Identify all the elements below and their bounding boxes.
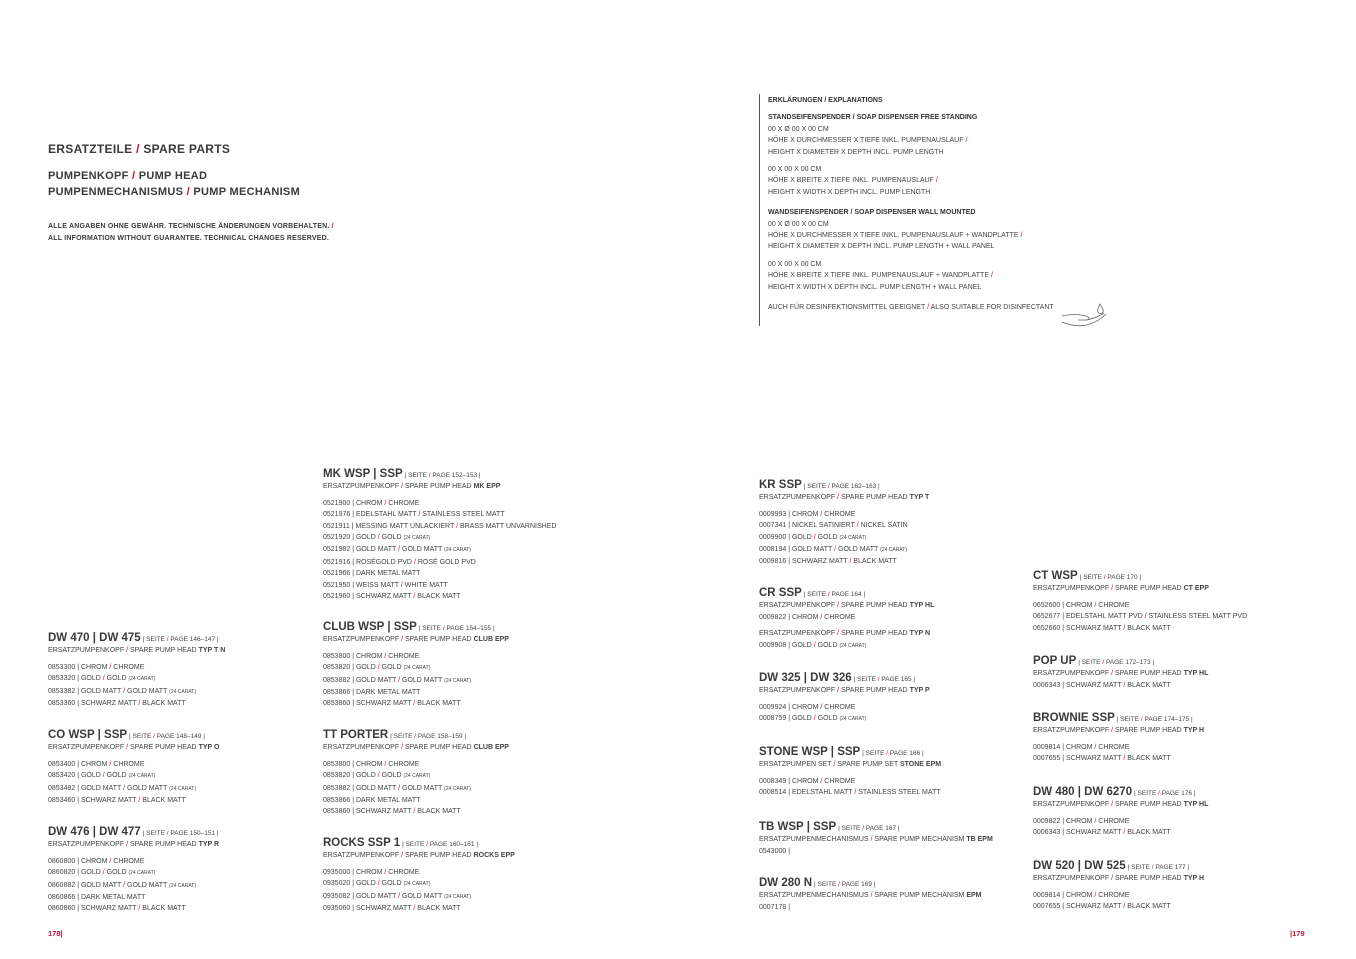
list-item: 0860800 | CHROM / CHROME	[48, 857, 145, 865]
list-item: 0521920 | GOLD / GOLD (24 CARAT)	[323, 534, 431, 542]
product-name: KR SSP	[759, 479, 802, 491]
product-name: POP UP	[1033, 655, 1077, 667]
product-dw476: DW 476 | DW 477 | SEITE / PAGE 150–151 | ERSATZPUMPENKOPF / SPARE PUMP HEAD TYP R 0860800 | CHROM / CHROME 0860820 | GOLD / GOLD (24 CARAT) 0860882 | GOLD MATT / GOLD MATT (24 CARAT) 0860866 | DARK METAL MATT 0860860 | SCHWARZ MATT / BLACK MATT	[48, 825, 219, 915]
list-item: 0521960 | SCHWARZ MATT / BLACK MATT	[323, 593, 461, 601]
list-item: 0853320 | GOLD / GOLD (24 CARAT)	[48, 675, 156, 683]
page-number-left: 178|	[48, 929, 63, 938]
list-item: 0860882 | GOLD MATT / GOLD MATT (24 CARAT)	[48, 881, 197, 889]
page-number-right: |179	[1290, 929, 1305, 938]
hand-drop-icon	[1060, 300, 1110, 337]
product-name: ROCKS SSP 1	[323, 837, 401, 849]
subtitle-pump-head: PUMPENKOPF / PUMP HEAD	[48, 170, 208, 182]
list-item: 0006343 | SCHWARZ MATT / BLACK MATT	[1033, 681, 1171, 689]
product-cr-ssp: CR SSP | SEITE / PAGE 164 | ERSATZPUMPENKOPF / SPARE PUMP HEAD TYP HL 0009822 | CHROM / CHROME ERSATZPUMPENKOPF / SPARE PUMP HEAD TYP N 0009908 | GOLD / GOLD (24 CARAT)	[759, 586, 934, 652]
product-name: DW 325 | DW 326	[759, 672, 852, 684]
product-co-wsp: CO WSP | SSP | SEITE / PAGE 148–149 | ERSATZPUMPENKOPF / SPARE PUMP HEAD TYP O 0853400 | CHROM / CHROME 0853420 | GOLD / GOLD (24 CARAT) 0853482 | GOLD MATT / GOLD MATT (24 CARAT) 0853460 | SCHWARZ MATT / BLACK MATT	[48, 728, 219, 806]
product-name: TT PORTER	[323, 729, 389, 741]
list-item: 0652600 | CHROM / CHROME	[1033, 601, 1130, 609]
product-name: BROWNIE SSP	[1033, 712, 1115, 724]
list-item: 0007178 |	[759, 903, 791, 911]
list-item: 0853820 | GOLD / GOLD (24 CARAT)	[323, 664, 431, 672]
list-item: 0652677 | EDELSTAHL MATT PVD / STAINLESS STEEL MATT PVD	[1033, 613, 1248, 621]
list-item: 0853820 | GOLD / GOLD (24 CARAT)	[323, 772, 431, 780]
list-item: 0853420 | GOLD / GOLD (24 CARAT)	[48, 772, 156, 780]
disinfectant-note: AUCH FÜR DESINFEKTIONSMITTEL GEEIGNET / ALSO SUITABLE FOR DISINFECTANT	[768, 304, 1054, 312]
product-name: DW 280 N	[759, 877, 813, 889]
product-dw470: DW 470 | DW 475 | SEITE / PAGE 146–147 | ERSATZPUMPENKOPF / SPARE PUMP HEAD TYP T N 0853300 | CHROM / CHROME 0853320 | GOLD / GOLD (24 CARAT) 0853382 | GOLD MATT / GOLD MATT (24 CARAT) 0853360 | SCHWARZ MATT / BLACK MATT	[48, 631, 225, 709]
product-name: STONE WSP | SSP	[759, 746, 861, 758]
list-item: 0935060 | SCHWARZ MATT / BLACK MATT	[323, 905, 461, 913]
list-item: 0853482 | GOLD MATT / GOLD MATT (24 CARAT)	[48, 784, 197, 792]
list-item: 0853400 | CHROM / CHROME	[48, 760, 145, 768]
page-title: ERSATZTEILE / SPARE PARTS	[48, 142, 231, 156]
list-item: 0009900 | GOLD / GOLD (24 CARAT)	[759, 533, 867, 541]
product-name: CO WSP | SSP	[48, 729, 128, 741]
list-item: 0860866 | DARK METAL MATT	[48, 894, 146, 902]
list-item: 0860860 | SCHWARZ MATT / BLACK MATT	[48, 905, 186, 913]
list-item: 0853360 | SCHWARZ MATT / BLACK MATT	[48, 700, 186, 708]
list-item: 0521950 | WEISS MATT / WHITE MATT	[323, 581, 448, 589]
list-item: 0652660 | SCHWARZ MATT / BLACK MATT	[1033, 624, 1171, 632]
list-item: 0521982 | GOLD MATT / GOLD MATT (24 CARAT)	[323, 546, 472, 554]
product-club-wsp: CLUB WSP | SSP | SEITE / PAGE 154–155 | ERSATZPUMPENKOPF / SPARE PUMP HEAD CLUB EPP 0853800 | CHROM / CHROME 0853820 | GOLD / GOLD (24 CARAT) 0853882 | GOLD MATT / GOLD MATT (24 CARAT) 0853866 | DARK METAL MATT 0853860 | SCHWARZ MATT / BLACK MATT	[323, 620, 509, 710]
list-item: 0007341 | NICKEL SATINIERT / NICKEL SATIN	[759, 522, 908, 530]
list-item: 0521911 | MESSING MATT UNLACKIERT / BRASS MATT UNVARNISHED	[323, 522, 557, 530]
list-item: 0521916 | ROSÉGOLD PVD / ROSÉ GOLD PVD	[323, 558, 476, 566]
list-item: 0009814 | CHROM / CHROME	[1033, 743, 1130, 751]
product-stone: STONE WSP | SSP | SEITE / PAGE 166 | ERSATZPUMPEN SET / SPARE PUMP SET STONE EPM 0008349 | CHROM / CHROME 0008514 | EDELSTAHL MATT / STAINLESS STEEL MATT	[759, 745, 941, 799]
list-item: 0009993 | CHROM / CHROME	[759, 510, 856, 518]
product-name: CT WSP	[1033, 570, 1078, 582]
list-item: 0521976 | EDELSTAHL MATT / STAINLESS STEEL MATT	[323, 511, 505, 519]
list-item: 0853866 | DARK METAL MATT	[323, 797, 421, 805]
list-item: 0008349 | CHROM / CHROME	[759, 777, 856, 785]
list-item: 0860820 | GOLD / GOLD (24 CARAT)	[48, 869, 156, 877]
product-ct-wsp: CT WSP | SEITE / PAGE 170 | ERSATZPUMPENKOPF / SPARE PUMP HEAD CT EPP 0652600 | CHROM / CHROME 0652677 | EDELSTAHL MATT PVD / STAINLESS STEEL MATT PVD 0652660 | SCHWARZ MATT / BLACK MATT	[1033, 569, 1247, 634]
product-name: DW 480 | DW 6270	[1033, 786, 1133, 798]
explanations-title: ERKLÄRUNGEN / EXPLANATIONS	[768, 97, 883, 104]
list-item: 0853382 | GOLD MATT / GOLD MATT (24 CARAT)	[48, 687, 197, 695]
list-item: 0935000 | CHROM / CHROME	[323, 868, 420, 876]
list-item: 0008514 | EDELSTAHL MATT / STAINLESS STEEL MATT	[759, 789, 941, 797]
product-dw480: DW 480 | DW 6270 | SEITE / PAGE 176 | ERSATZPUMPENKOPF / SPARE PUMP HEAD TYP HL 0009822 | CHROM / CHROME 0006343 | SCHWARZ MATT / BLACK MATT	[1033, 785, 1208, 839]
product-name: CR SSP	[759, 587, 802, 599]
list-item: 0853300 | CHROM / CHROME	[48, 663, 145, 671]
list-item: 0853800 | CHROM / CHROME	[323, 760, 420, 768]
product-name: MK WSP | SSP	[323, 468, 403, 480]
subtitle-pump-mechanism: PUMPENMECHANISMUS / PUMP MECHANISM	[48, 186, 301, 198]
explanations-divider	[759, 94, 760, 326]
product-kr-ssp: KR SSP | SEITE / PAGE 162–163 | ERSATZPUMPENKOPF / SPARE PUMP HEAD TYP T 0009993 | CHROM / CHROME 0007341 | NICKEL SATINIERT / NICKEL SATIN 0009900 | GOLD / GOLD (24 CARAT) 0008194 | GOLD MATT / GOLD MATT (24 CARAT) 0009816 | SCHWARZ MATT / BLACK MATT	[759, 478, 929, 568]
list-item: 0853860 | SCHWARZ MATT / BLACK MATT	[323, 808, 461, 816]
product-tb-wsp: TB WSP | SSP | SEITE / PAGE 167 | ERSATZPUMPENMECHANISMUS / SPARE PUMP MECHANISM TB EPM 0543000 |	[759, 820, 993, 857]
disclaimer: ALLE ANGABEN OHNE GEWÄHR. TECHNISCHE ÄNDERUNGEN VORBEHALTEN. / ALL INFORMATION WITHOUT GUARANTEE. TECHNICAL CHANGES RESERVED.	[48, 223, 334, 242]
list-item: 0009814 | CHROM / CHROME	[1033, 891, 1130, 899]
product-name: TB WSP | SSP	[759, 821, 837, 833]
product-tt-porter: TT PORTER | SEITE / PAGE 158–159 | ERSATZPUMPENKOPF / SPARE PUMP HEAD CLUB EPP 0853800 | CHROM / CHROME 0853820 | GOLD / GOLD (24 CARAT) 0853882 | GOLD MATT / GOLD MATT (24 CARAT) 0853866 | DARK METAL MATT 0853860 | SCHWARZ MATT / BLACK MATT	[323, 728, 509, 818]
product-dw520: DW 520 | DW 525 | SEITE / PAGE 177 | ERSATZPUMPENKOPF / SPARE PUMP HEAD TYP H 0009814 | CHROM / CHROME 0007655 | SCHWARZ MATT / BLACK MATT	[1033, 859, 1204, 913]
list-item: 0521966 | DARK METAL MATT	[323, 570, 421, 578]
list-item: 0007655 | SCHWARZ MATT / BLACK MATT	[1033, 755, 1171, 763]
list-item: 0853860 | SCHWARZ MATT / BLACK MATT	[323, 700, 461, 708]
list-item: 0008759 | GOLD / GOLD (24 CARAT)	[759, 715, 867, 723]
list-item: 0853882 | GOLD MATT / GOLD MATT (24 CARAT)	[323, 784, 472, 792]
product-dw280: DW 280 N | SEITE / PAGE 169 | ERSATZPUMPENMECHANISMUS / SPARE PUMP MECHANISM EPM 0007178 |	[759, 876, 982, 913]
product-dw325: DW 325 | DW 326 | SEITE / PAGE 165 | ERSATZPUMPENKOPF / SPARE PUMP HEAD TYP P 0009924 | CHROM / CHROME 0008759 | GOLD / GOLD (24 CARAT)	[759, 671, 930, 726]
product-mk-wsp: MK WSP | SSP | SEITE / PAGE 152–153 | ERSATZPUMPENKOPF / SPARE PUMP HEAD MK EPP 0521900 | CHROM / CHROME 0521976 | EDELSTAHL MATT / STAINLESS STEEL MATT 0521911 | MESSING MATT UNLACKIERT / BRASS MATT UNVARNISHED 0521920 | GOLD / GOLD (24 CARAT) 0521982 | GOLD MATT / GOLD MATT (24 CARAT) 0521916 | ROSÉGOLD PVD / ROSÉ GOLD PVD 0521966 | DARK METAL MATT 0521950 | WEISS MATT / WHITE MATT 0521960 | SCHWARZ MATT / BLACK MATT	[323, 467, 556, 602]
list-item: 0935082 | GOLD MATT / GOLD MATT (24 CARAT)	[323, 892, 472, 900]
product-rocks: ROCKS SSP 1 | SEITE / PAGE 160–161 | ERSATZPUMPENKOPF / SPARE PUMP HEAD ROCKS EPP 0935000 | CHROM / CHROME 0935020 | GOLD / GOLD (24 CARAT) 0935082 | GOLD MATT / GOLD MATT (24 CARAT) 0935060 | SCHWARZ MATT / BLACK MATT	[323, 836, 515, 914]
list-item: 0935020 | GOLD / GOLD (24 CARAT)	[323, 880, 431, 888]
product-brownie: BROWNIE SSP | SEITE / PAGE 174–175 | ERSATZPUMPENKOPF / SPARE PUMP HEAD TYP H 0009814 | CHROM / CHROME 0007655 | SCHWARZ MATT / BLACK MATT	[1033, 711, 1204, 765]
list-item: 0006343 | SCHWARZ MATT / BLACK MATT	[1033, 829, 1171, 837]
list-item: 0007655 | SCHWARZ MATT / BLACK MATT	[1033, 903, 1171, 911]
list-item: 0009908 | GOLD / GOLD (24 CARAT)	[759, 641, 867, 649]
list-item: 0521900 | CHROM / CHROME	[323, 499, 420, 507]
list-item: 0853460 | SCHWARZ MATT / BLACK MATT	[48, 797, 186, 805]
list-item: 0853866 | DARK METAL MATT	[323, 689, 421, 697]
list-item: 0008194 | GOLD MATT / GOLD MATT (24 CARAT)	[759, 546, 908, 554]
product-name: DW 520 | DW 525	[1033, 860, 1126, 872]
product-name: DW 476 | DW 477	[48, 826, 141, 838]
list-item: 0853800 | CHROM / CHROME	[323, 652, 420, 660]
list-item: 0009816 | SCHWARZ MATT / BLACK MATT	[759, 558, 897, 566]
product-name: CLUB WSP | SSP	[323, 621, 417, 633]
list-item: 0853882 | GOLD MATT / GOLD MATT (24 CARAT)	[323, 676, 472, 684]
list-item: 0543000 |	[759, 847, 791, 855]
explanations-panel: ERKLÄRUNGEN / EXPLANATIONS STANDSEIFENSPENDER / SOAP DISPENSER FREE STANDING 00 X Ø 00 X 00 CM HÖHE X DURCHMESSER X TIEFE INKL. PUMPENAUSLAUF / HEIGHT X DIAMETER X DEPTH INCL. PUMP LENGTH 00 X 00 X 00 CM HÖHE X BREITE X TIEFE INKL. PUMPENAUSLAUF / HEIGHT X WIDTH X DEPTH INCL. PUMP LENGTH WANDSEIFENSPENDER / SOAP DISPENSER WALL MOUNTED 00 X Ø 00 X 00 CM HÖHE X DURCHMESSER X TIEFE INKL. PUMPENAUSLAUF + WANDPLATTE / HEIGHT X DIAMETER X DEPTH INCL. PUMP LENGTH + WALL PANEL 00 X 00 X 00 CM HÖHE X BREITE X TIEFE INKL. PUMPENAUSLAUF + WANDPLATTE / HEIGHT X WIDTH X DEPTH INCL. PUMP LENGTH + WALL PANEL AUCH FÜR DESINFEKTIONSMITTEL GEEIGNET / ALSO SUITABLE FOR DISINFECTANT	[768, 95, 1148, 314]
list-item: 0009822 | CHROM / CHROME	[1033, 817, 1130, 825]
product-pop-up: POP UP | SEITE / PAGE 172–173 | ERSATZPUMPENKOPF / SPARE PUMP HEAD TYP HL 0006343 | SCHWARZ MATT / BLACK MATT	[1033, 654, 1208, 691]
list-item: 0009924 | CHROM / CHROME	[759, 703, 856, 711]
product-name: DW 470 | DW 475	[48, 632, 141, 644]
list-item: 0009822 | CHROM / CHROME	[759, 613, 856, 621]
